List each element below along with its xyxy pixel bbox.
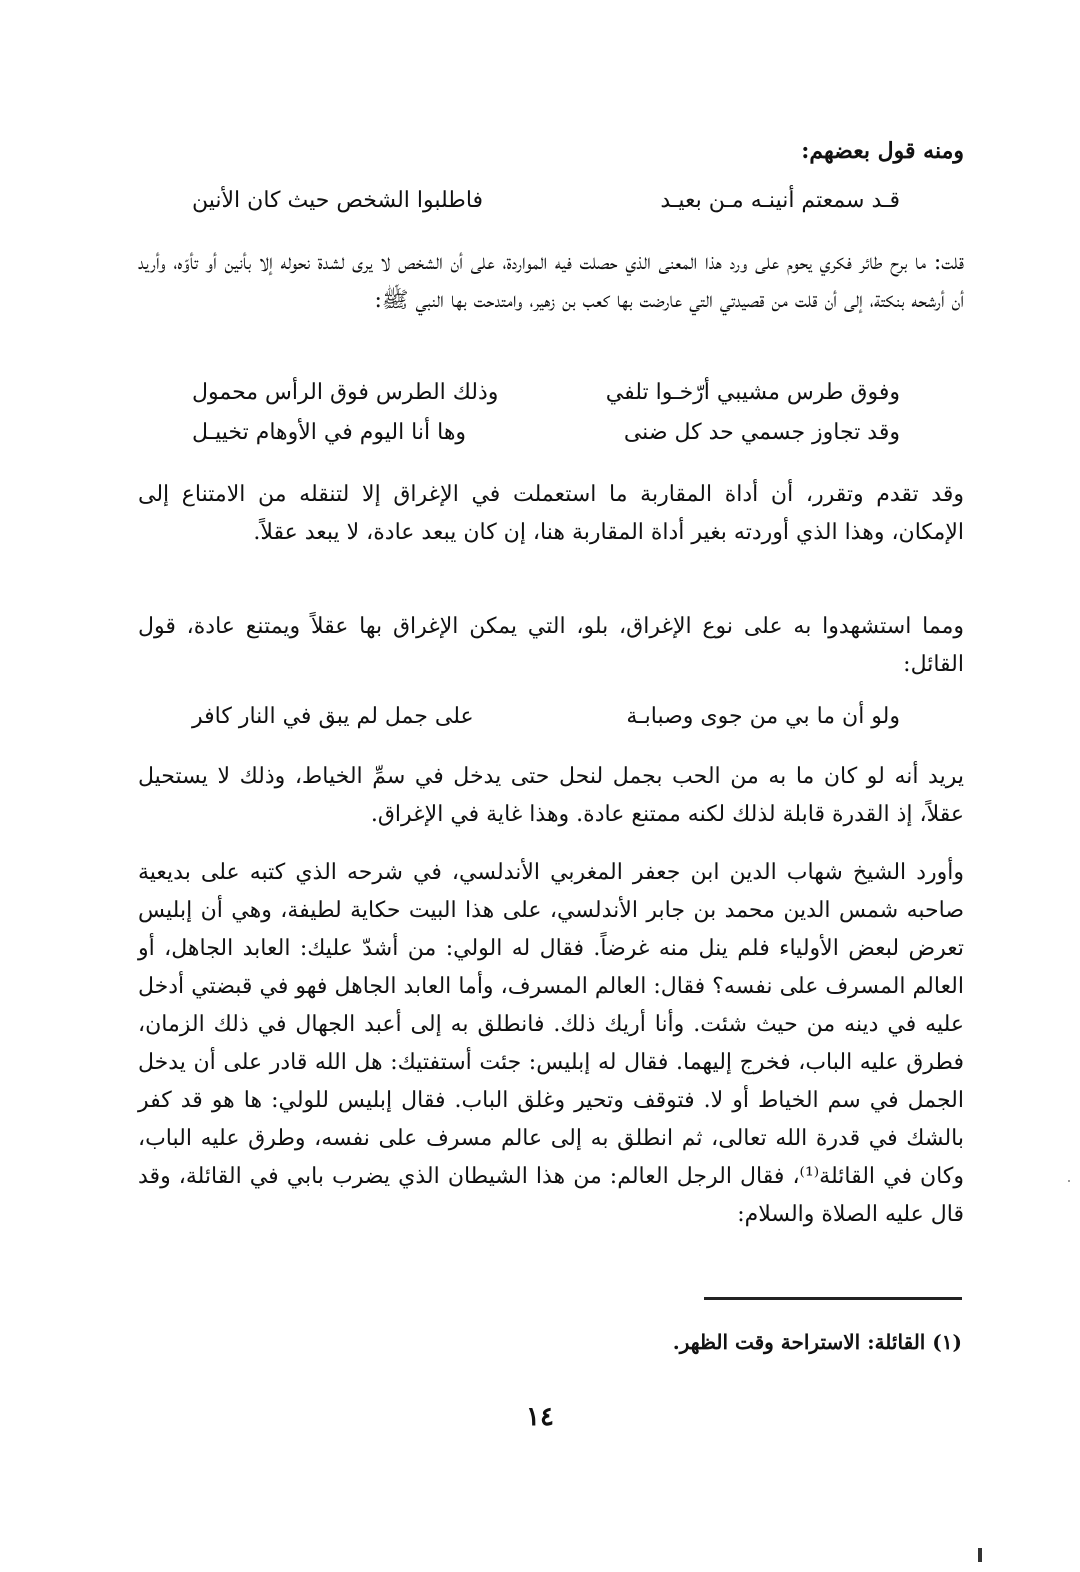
verse-1 <box>138 188 964 224</box>
verse-1-second-hemistich: فاطلبوا الشخص حيث كان الأنين <box>192 188 484 213</box>
verse-4-first-hemistich: ولو أن ما بي من جوى وصبابـة <box>626 704 900 729</box>
intro-line: ومنه قول بعضهم: <box>801 138 964 164</box>
paragraph-2: وقد تقدم وتقرر، أن أداة المقاربة ما استعملت في الإغراق إلا لتنقله من الامتناع إلى الإمكان، وهذا الذي أوردته بغير أداة المقاربة هنا، إن كان يبعد عادة، لا يبعد عقلاً. <box>138 482 964 545</box>
paragraph-3: ومما استشهدوا به على نوع الإغراق، بلو، التي يمكن الإغراق بها عقلاً ويمتنع عادة، قول القائل: <box>138 614 964 677</box>
page-number: ١٤ <box>526 1402 554 1432</box>
verse-4 <box>138 704 964 740</box>
paragraph-5: وأورد الشيخ شهاب الدين ابن جعفر المغربي الأندلسي، في شرحه الذي كتبه على بديعية صاحبه شمس الدين محمد بن جابر الأندلسي، على هذا البيت حكاية لطيفة، وهي أن إبليس تعرض لبعض الأولياء فلم ينل منه غرضاً. فقال له الولي: من أشدّ عليك: العابد الجاهل، أو العالم المسرف على نفسه؟ فقال: العالم المسرف، وأما العابد الجاهل فهو في قبضتي أدخل عليه في دينه من حيث شئت. وأنا أريك ذلك. فانطلق به إلى أعبد الجهال في ذلك الزمان، فطرق عليه الباب، فخرج إليهما. فقال له إبليس: جئت أستفتيك: هل الله قادر على أن يدخل الجمل في سم الخياط أو لا. فتوقف وتحير وغلق الباب. فقال إبليس للولي: ها هو قد كفر بالشك في قدرة الله تعالى، ثم انطلق به إلى عالم مسرف على نفسه، وطرق عليه الباب، وكان في القائلة⁽¹⁾، فقال الرجل العالم: من هذا الشيطان الذي يضرب بابي في القائلة، وقد قال عليه الصلاة والسلام: <box>138 860 965 1227</box>
verse-2 <box>138 380 964 416</box>
verse-3-second-hemistich: وها أنا اليوم في الأوهام تخييـل <box>192 420 467 445</box>
scan-speck <box>978 1548 982 1562</box>
verse-2-first-hemistich: وفوق طرس مشيبي أرّخـوا تلفي <box>605 380 900 405</box>
scan-dot <box>1068 1180 1070 1182</box>
footnote: (١) القائلة: الاستراحة وقت الظهر. <box>672 1330 962 1354</box>
paragraph-4: يريد أنه لو كان ما به من الحب بجمل لنحل حتى يدخل في سمِّ الخياط، وذلك لا يستحيل عقلاً، إذ القدرة قابلة لذلك لكنه ممتنع عادة. وهذا غاية في الإغراق. <box>138 764 964 827</box>
verse-3 <box>138 420 964 456</box>
verse-1-first-hemistich: قـد سمعتم أنينـه مـن بعيـد <box>660 188 900 213</box>
verse-2-second-hemistich: وذلك الطرس فوق الرأس محمول <box>192 380 499 405</box>
paragraph-1: قلت: ما برح طائر فكري يحوم على ورد هذا المعنى الذي حصلت فيه المواردة، على أن الشخص لا يرى لشدة نحوله إلا بأنين أو تأوّه، وأريد أن أرشحه بنكتة، إلى أن قلت من قصيدتي التي عارضت بها كعب بن زهير، وامتدحت بها النبي ﷺ: <box>138 250 964 313</box>
verse-3-first-hemistich: وقد تجاوز جسمي حد كل ضنى <box>623 420 900 445</box>
footnote-rule <box>704 1297 962 1300</box>
verse-4-second-hemistich: على جمل لم يبق في النار كافر <box>192 704 474 729</box>
page-body <box>138 130 964 1430</box>
